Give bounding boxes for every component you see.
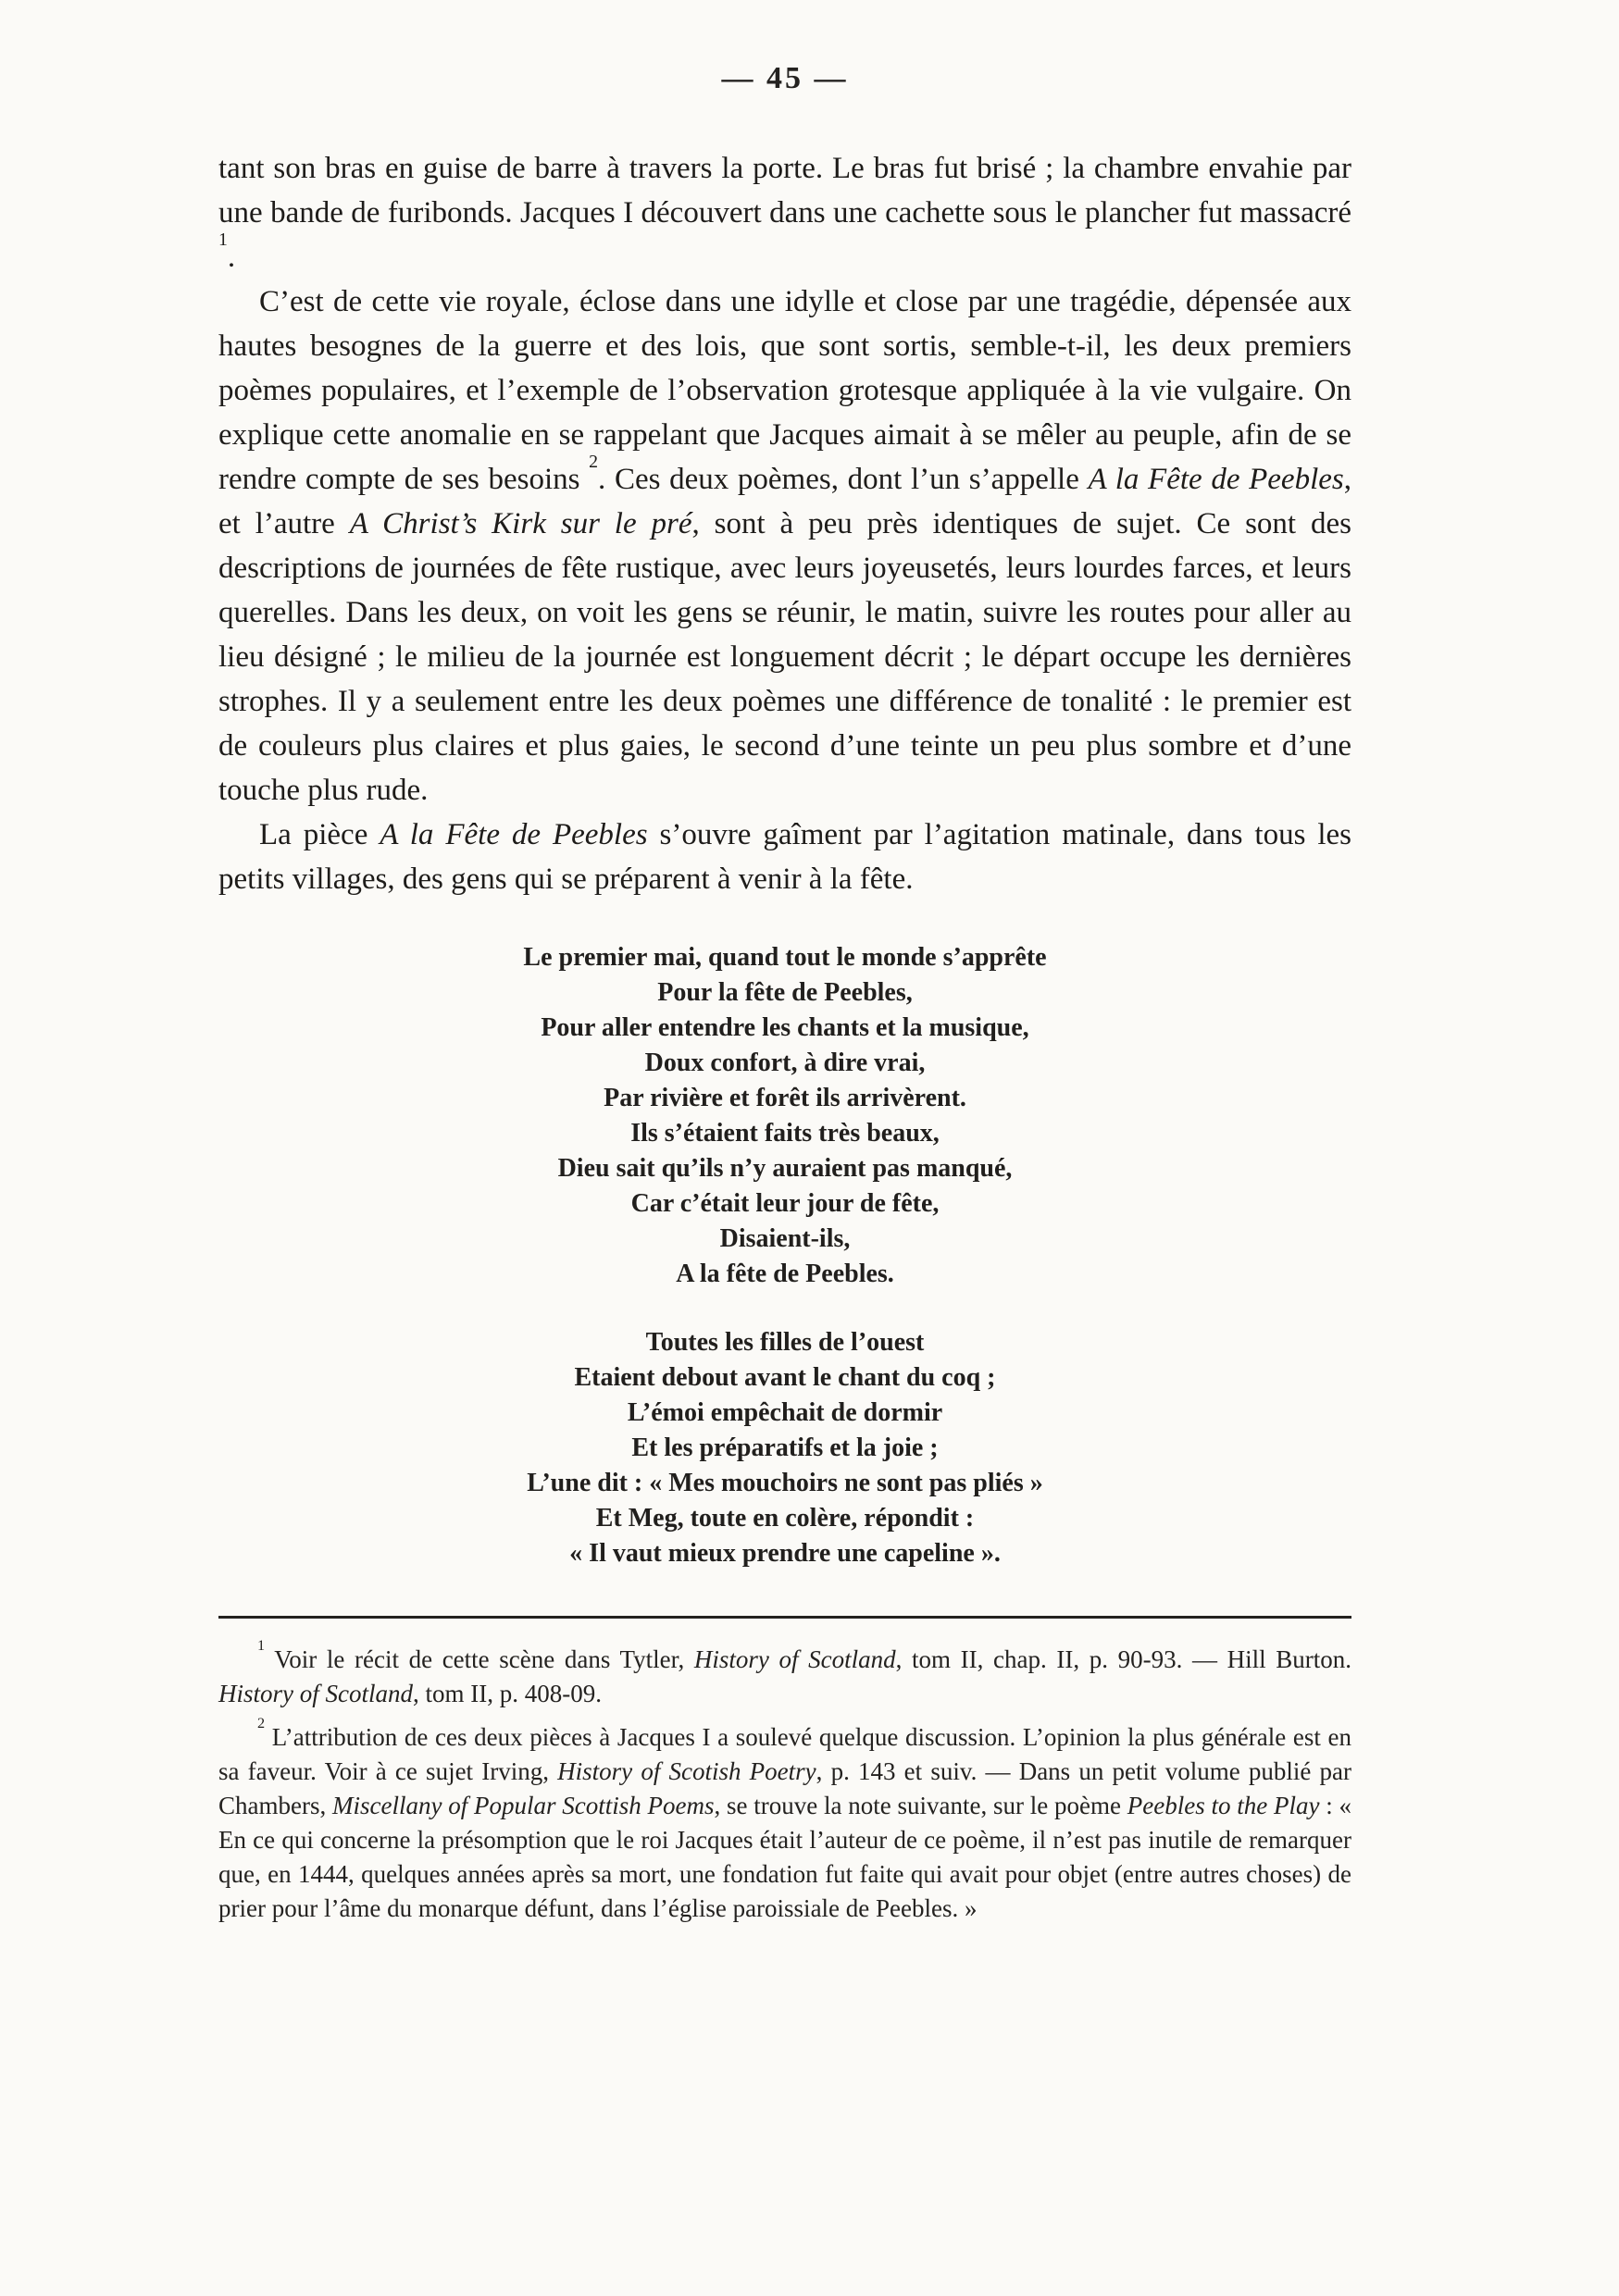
poem-stanza [218,940,1351,1292]
italic-text: History of Scotish Poetry [557,1757,816,1785]
body-text [218,146,1351,901]
poem-line: A la fête de Peebles. [676,1260,894,1288]
footnote-reference: 1 [257,1637,266,1655]
text-segment: , p. 143 et suiv. — Dans un petit volume publié par Chambers, [218,1757,1351,1819]
poem [218,940,1351,1571]
text-segment: . Ces deux poèmes, dont l’un s’appelle [598,463,1089,496]
footnotes [218,1637,1351,1926]
footnote [218,1715,1351,1926]
text-segment: : « En ce qui concerne la présomption que le roi Jacques était l’auteur de ce poème, il n’est pas inutile de remarquer que, en 1444, quelques années après sa mort, une fondation fut faite qui avait pour objet (entre autres choses) de prier pour l’âme du monarque défunt, dans l’église paroissiale de Peebles. » [218,1792,1351,1922]
paragraph [218,813,1351,901]
text-segment: , sont à peu près identiques de sujet. Ce sont des descriptions de journées de fête rustique, avec leurs joyeusetés, leurs lourdes farces, et leurs querelles. Dans les deux, on voit les gens se réunir, le matin, suivre les routes pour aller au lieu désigné ; le milieu de la journée est longuement décrit ; le départ occupe les dernières strophes. Il y a seulement entre les deux poèmes une différence de tonalité : le premier est de couleurs plus claires et plus gaies, le second d’une teinte un peu plus sombre et d’une touche plus rude. [218,507,1351,807]
text-segment: , tom II, chap. II, p. 90-93. — Hill Burton. [895,1645,1351,1673]
poem-line: Doux confort, à dire vrai, [644,1049,926,1077]
poem-line: L’émoi empêchait de dormir [627,1398,943,1427]
text-segment: tant son bras en guise de barre à travers la porte. Le bras fut brisé ; la chambre envahie par une bande de furibonds. Jacques I découvert dans une cachette sous le plancher fut massacré [218,152,1351,230]
poem-line: Par rivière et forêt ils arrivèrent. [604,1084,966,1112]
footnote-rule [218,1616,1351,1619]
footnote [218,1637,1351,1711]
text-segment: , se trouve la note suivante, sur le poème [714,1792,1127,1819]
poem-stanza [218,1325,1351,1571]
italic-text: A Christ’s Kirk sur le pré [349,507,692,540]
poem-line: Et les préparatifs et la joie ; [631,1433,939,1462]
text-segment: L’attribution de ces deux pièces à Jacques I a soulevé quelque discussion. L’opinion la plus générale est en sa faveur. Voir à ce sujet Irving, [218,1723,1351,1785]
text-segment: La pièce [259,818,380,851]
text-block [218,0,1351,1935]
italic-text: Peebles to the Play [1127,1792,1320,1819]
poem-line: Pour la fête de Peebles, [657,978,913,1007]
page-number: — 45 — [721,61,849,95]
text-segment: Voir le récit de cette scène dans Tytler, [265,1645,694,1673]
poem-line: Disaient-ils, [719,1224,851,1253]
paragraph [218,146,1351,279]
poem-line: Ils s’étaient faits très beaux, [630,1119,940,1148]
poem-line: Car c’était leur jour de fête, [630,1189,940,1218]
poem-line: Et Meg, toute en colère, répondit : [595,1504,975,1533]
text-segment: . [227,241,236,274]
poem-line: Dieu sait qu’ils n’y auraient pas manqué, [557,1154,1013,1183]
poem-line: Le premier mai, quand tout le monde s’apprête [523,943,1047,972]
italic-text: Miscellany of Popular Scottish Poems [332,1792,715,1819]
italic-text: A la Fête de Peebles [1088,463,1344,496]
paragraph [218,279,1351,813]
footnote-reference: 1 [218,230,228,251]
text-segment: s’ouvre gaîment par l’agitation matinale, dans tous les petits villages, des gens qui se préparent à venir à la fête. [218,818,1351,896]
poem-line: Pour aller entendre les chants et la musique, [541,1013,1029,1042]
italic-text: A la Fête de Peebles [380,818,648,851]
text-segment: , et l’autre [218,463,1351,540]
footnote-reference: 2 [589,452,599,473]
text-segment: , tom II, p. 408-09. [413,1680,602,1707]
italic-text: History of Scotland [218,1680,413,1707]
italic-text: History of Scotland [693,1645,896,1673]
poem-line: Toutes les filles de l’ouest [645,1328,925,1357]
footnote-reference: 2 [257,1715,266,1732]
text-segment: C’est de cette vie royale, éclose dans une idylle et close par une tragédie, dépensée aux hautes besognes de la guerre et des lois, que sont sortis, semble-t-il, les deux premiers poèmes populaires, et l’exemple de l’observation grotesque appliquée à la vie vulgaire. On explique cette anomalie en se rappelant que Jacques aimait à se mêler au peuple, afin de se rendre compte de ses besoins [218,285,1351,496]
poem-line: « Il vaut mieux prendre une capeline ». [569,1539,1001,1568]
poem-line: L’une dit : « Mes mouchoirs ne sont pas pliés » [527,1469,1043,1497]
poem-line: Etaient debout avant le chant du coq ; [574,1363,996,1392]
